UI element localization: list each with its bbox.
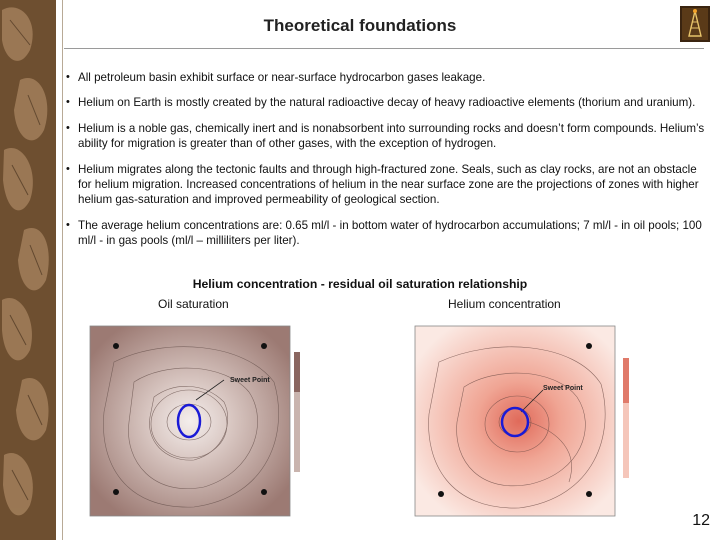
bullet-list bbox=[66, 70, 706, 248]
relationship-title: Helium concentration - residual oil saturation relationship bbox=[192, 277, 528, 291]
oil-derrick-logo-icon bbox=[680, 6, 710, 42]
side-divider bbox=[62, 0, 63, 540]
decorative-side-border bbox=[0, 0, 56, 540]
helium-concentration-map bbox=[409, 322, 641, 522]
slide-title: Theoretical foundations bbox=[263, 16, 457, 35]
oil-saturation-map bbox=[84, 322, 316, 522]
helium-concentration-label: Helium concentration bbox=[448, 297, 561, 311]
bullet-item: • Helium is a noble gas, chemically inert and is nonabsorbent into surrounding rocks and doesn’t form compounds. Helium’s ability for migration is greater than of other gases, with the exception of hydrogen. bbox=[66, 121, 706, 151]
bullet-item: • Helium on Earth is mostly created by the natural radioactive decay of heavy radioactive elements (thorium and uranium). bbox=[66, 95, 706, 110]
sweet-point-label-left: Sweet Point bbox=[230, 377, 270, 384]
parchment-leaf-border-icon bbox=[0, 0, 56, 540]
bullet-item: • Helium migrates along the tectonic faults and through high-fractured zone. Seals, such as clay rocks, are not an obstacle for helium migration. Increased concentrations of helium in the near surface zone are the projections of zones with higher helium gas-saturation and improved permeability of geological section. bbox=[66, 162, 706, 207]
bullet-item: • The average helium concentrations are: 0.65 ml/l - in bottom water of hydrocarbon accumulations; 7 ml/l - in oil pools; 100 ml/l - in gas pools (ml/l – milliliters per liter). bbox=[66, 218, 706, 248]
bullet-item: • All petroleum basin exhibit surface or near-surface hydrocarbon gases leakage. bbox=[66, 70, 706, 85]
sweet-point-label-right: Sweet Point bbox=[543, 385, 583, 392]
page-number: 12 bbox=[692, 512, 710, 529]
title-divider bbox=[64, 48, 704, 49]
oil-saturation-label: Oil saturation bbox=[158, 297, 229, 311]
